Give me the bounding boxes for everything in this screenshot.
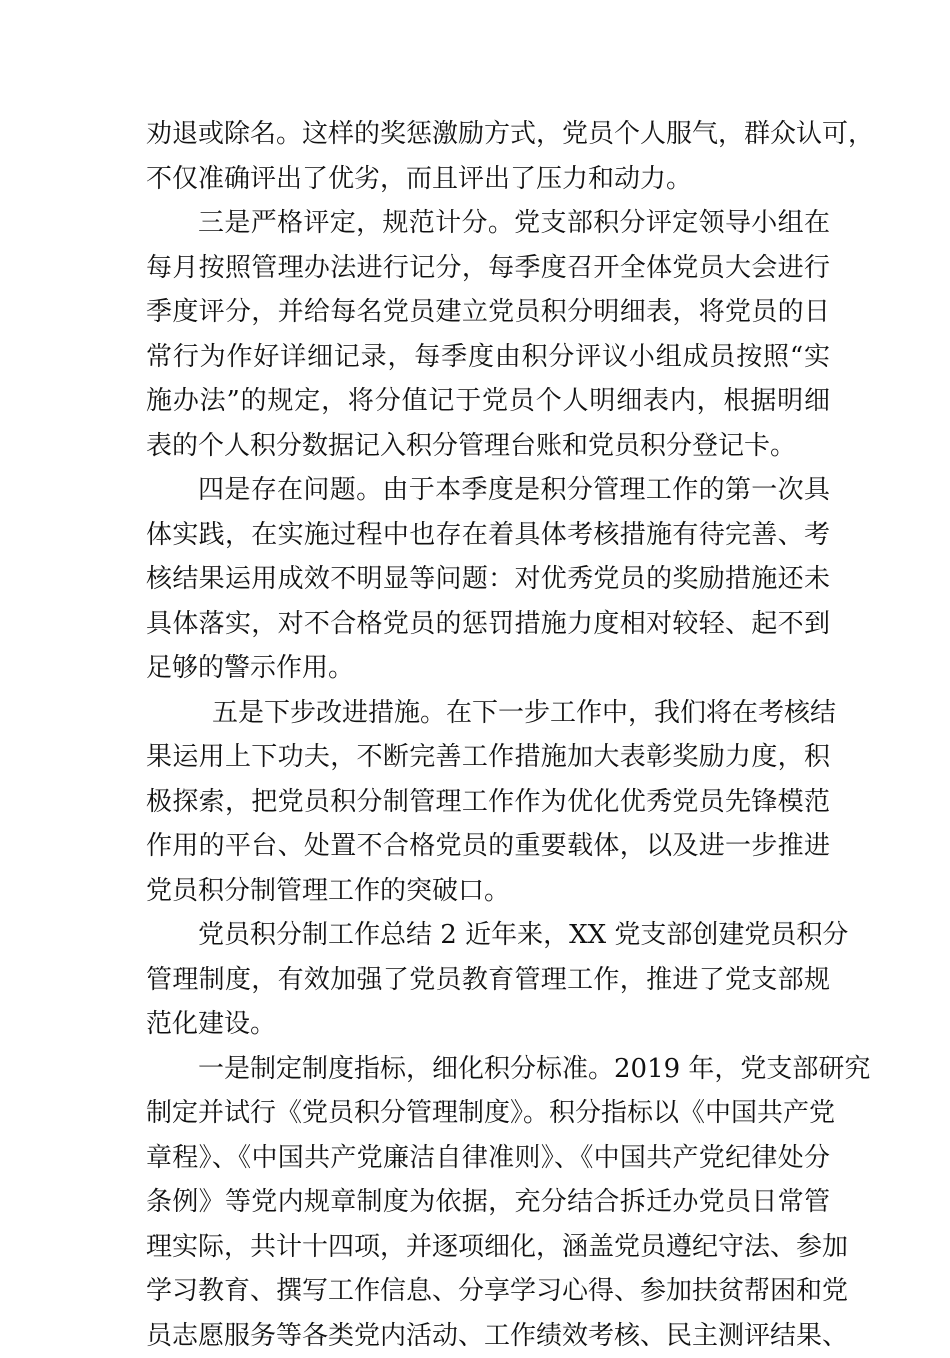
text-line: 理实际，共计十四项，并逐项细化，涵盖党员遵纪守法、参加: [146, 1225, 830, 1270]
text-line: 五是下步改进措施。在下一步工作中，我们将在考核结: [146, 691, 830, 736]
text-line: 表的个人积分数据记入积分管理台账和党员积分登记卡。: [146, 424, 830, 469]
text-line: 施办法”的规定，将分值记于党员个人明细表内，根据明细: [146, 379, 830, 424]
text-line: 员志愿服务等各类党内活动、工作绩效考核、民主测评结果、: [146, 1314, 830, 1358]
paragraph-existing-problems: [146, 468, 830, 691]
text-line: 季度评分，并给每名党员建立党员积分明细表，将党员的日: [146, 290, 830, 335]
text-line: 三是严格评定，规范计分。党支部积分评定领导小组在: [146, 201, 830, 246]
text-line: 作用的平台、处置不合格党员的重要载体，以及进一步推进: [146, 824, 830, 869]
text-line: 制定并试行《党员积分管理制度》。积分指标以《中国共产党: [146, 1091, 830, 1136]
paragraph-strict-evaluation: [146, 201, 830, 468]
text-line: 体实践，在实施过程中也存在着具体考核措施有待完善、考: [146, 513, 830, 558]
text-line: 范化建设。: [146, 1002, 830, 1047]
text-line: 学习教育、撰写工作信息、分享学习心得、参加扶贫帮困和党: [146, 1269, 830, 1314]
paragraph-summary-intro: [146, 913, 830, 1047]
text-line: 足够的警示作用。: [146, 646, 830, 691]
text-line: 极探索，把党员积分制管理工作作为优化优秀党员先锋模范: [146, 780, 830, 825]
text-line: 果运用上下功夫，不断完善工作措施加大表彰奖励力度，积: [146, 735, 830, 780]
text-line: 党员积分制管理工作的突破口。: [146, 869, 830, 914]
text-line: 一是制定制度指标，细化积分标准。2019 年，党支部研究: [146, 1047, 830, 1092]
document-body: [146, 112, 830, 1358]
text-line: 核结果运用成效不明显等问题：对优秀党员的奖励措施还未: [146, 557, 830, 602]
paragraph-system-indicators: [146, 1047, 830, 1358]
text-line: 每月按照管理办法进行记分，每季度召开全体党员大会进行: [146, 246, 830, 291]
text-line: 常行为作好详细记录，每季度由积分评议小组成员按照“实: [146, 335, 830, 380]
text-line: 劝退或除名。这样的奖惩激励方式，党员个人服气，群众认可，: [146, 112, 830, 157]
text-line: 四是存在问题。由于本季度是积分管理工作的第一次具: [146, 468, 830, 513]
text-line: 章程》、《中国共产党廉洁自律准则》、《中国共产党纪律处分: [146, 1136, 830, 1181]
text-line: 管理制度，有效加强了党员教育管理工作，推进了党支部规: [146, 958, 830, 1003]
text-line: 条例》等党内规章制度为依据，充分结合拆迁办党员日常管: [146, 1180, 830, 1225]
text-line: 党员积分制工作总结 2 近年来，XX 党支部创建党员积分: [146, 913, 830, 958]
text-line: 具体落实，对不合格党员的惩罚措施力度相对较轻、起不到: [146, 602, 830, 647]
paragraph-improvement-measures: [146, 691, 830, 914]
text-line: 不仅准确评出了优劣，而且评出了压力和动力。: [146, 157, 830, 202]
paragraph-continuation: [146, 112, 830, 201]
